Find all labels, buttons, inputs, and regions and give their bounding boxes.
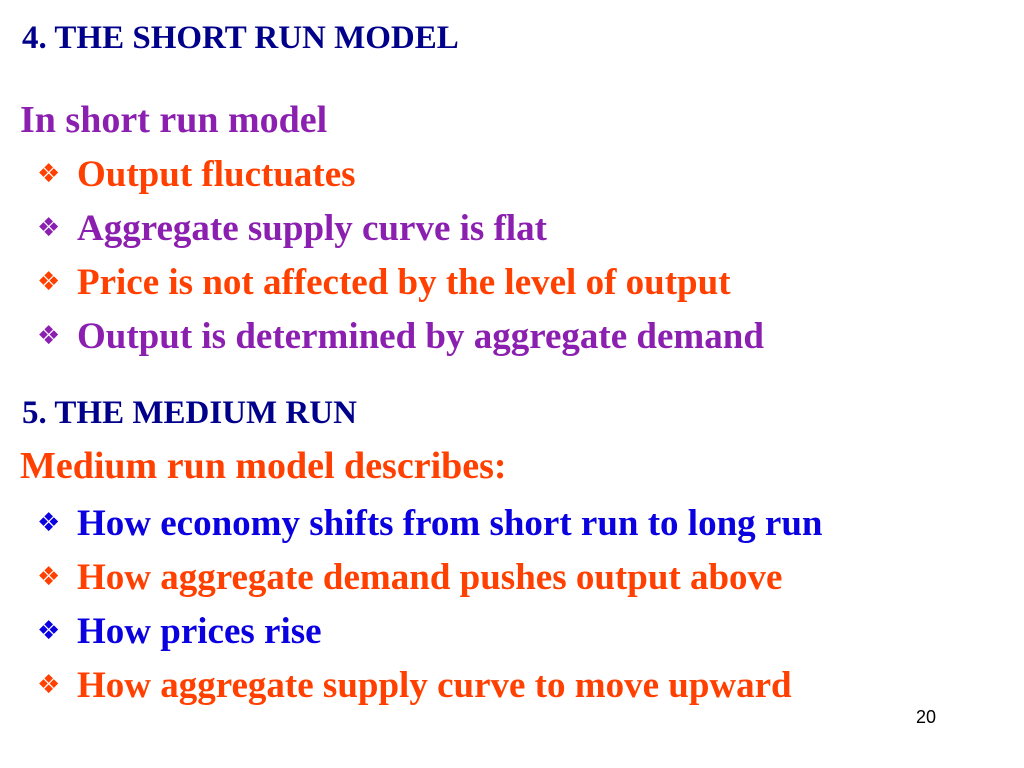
list-item	[37, 255, 764, 309]
section-5-heading: 5. THE MEDIUM RUN	[22, 395, 357, 431]
list-item	[37, 201, 764, 255]
list-item-text: Output is determined by aggregate demand	[77, 315, 764, 357]
diamond-dots-icon: ❖	[37, 159, 61, 189]
list-item-text: How economy shifts from short run to long run	[77, 502, 823, 544]
list-item-text: Aggregate supply curve is flat	[77, 207, 547, 249]
list-item	[37, 550, 823, 604]
section-4-intro: In short run model	[20, 99, 328, 141]
diamond-dots-icon: ❖	[37, 670, 61, 700]
list-item-text: How aggregate supply curve to move upward	[77, 664, 792, 706]
list-item-text: Price is not affected by the level of output	[77, 261, 731, 303]
diamond-dots-icon: ❖	[37, 508, 61, 538]
list-item-text: How prices rise	[77, 610, 322, 652]
section-5-list	[37, 496, 823, 712]
list-item	[37, 658, 823, 712]
list-item-text: How aggregate demand pushes output above	[77, 556, 783, 598]
page-number: 20	[916, 707, 937, 727]
list-item-text: Output fluctuates	[77, 153, 356, 195]
diamond-dots-icon: ❖	[37, 213, 61, 243]
list-item	[37, 309, 764, 363]
list-item	[37, 604, 823, 658]
section-5-intro: Medium run model describes:	[20, 445, 507, 487]
diamond-dots-icon: ❖	[37, 562, 61, 592]
diamond-dots-icon: ❖	[37, 267, 61, 297]
section-4-list	[37, 147, 764, 363]
diamond-dots-icon: ❖	[37, 321, 61, 351]
diamond-dots-icon: ❖	[37, 616, 61, 646]
section-4-heading: 4. THE SHORT RUN MODEL	[22, 20, 459, 56]
list-item	[37, 496, 823, 550]
list-item	[37, 147, 764, 201]
